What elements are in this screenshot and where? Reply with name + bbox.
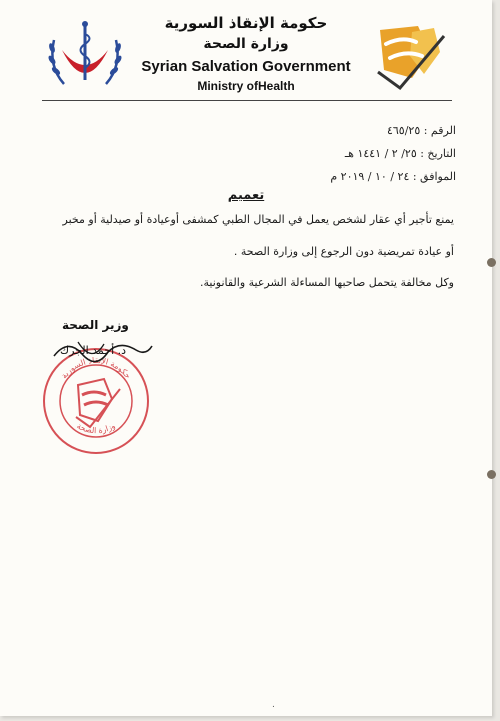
circular-title: تعميم	[227, 188, 265, 203]
signatory-title: وزير الصحة	[62, 318, 129, 332]
footer-mark: .	[272, 700, 275, 710]
date-gregorian: الموافق : ٢٤ / ١٠ / ٢٠١٩ م	[330, 170, 456, 183]
ministry-name-ar: وزارة الصحة	[203, 36, 289, 52]
binder-hole	[487, 258, 496, 267]
header-divider	[42, 100, 452, 101]
stamp-text-bottom: وزارة الصحة	[75, 421, 117, 436]
binder-hole	[487, 470, 496, 479]
government-name-ar: حكومة الإنقاذ السورية	[164, 14, 328, 32]
circular-body-line: يمنع تأجير أي عقار لشخص يعمل في المجال الطبي كمشفى أوعيادة أو صيدلية أو مخبر	[62, 213, 454, 226]
ministry-name-en: Ministry ofHealth	[197, 79, 295, 93]
stamp-text-top: حكومة الإنقاذ السورية	[59, 355, 133, 381]
circular-body-line: وكل مخالفة يتحمل صاحبها المساءلة الشرعية والقانونية.	[200, 276, 454, 289]
date-hijri: التاريخ : ٢٥/ ٢ / ١٤٤١ هـ	[344, 147, 456, 160]
government-logo-icon	[372, 22, 448, 92]
circular-body-line: أو عيادة تمريضية دون الرجوع إلى وزارة الصحة .	[233, 245, 454, 258]
reference-number: الرقم : ٤٦٥/٢٥	[386, 124, 456, 137]
government-name-en: Syrian Salvation Government	[141, 58, 351, 75]
signatory-name: د. أحمد الجرك	[60, 344, 127, 357]
